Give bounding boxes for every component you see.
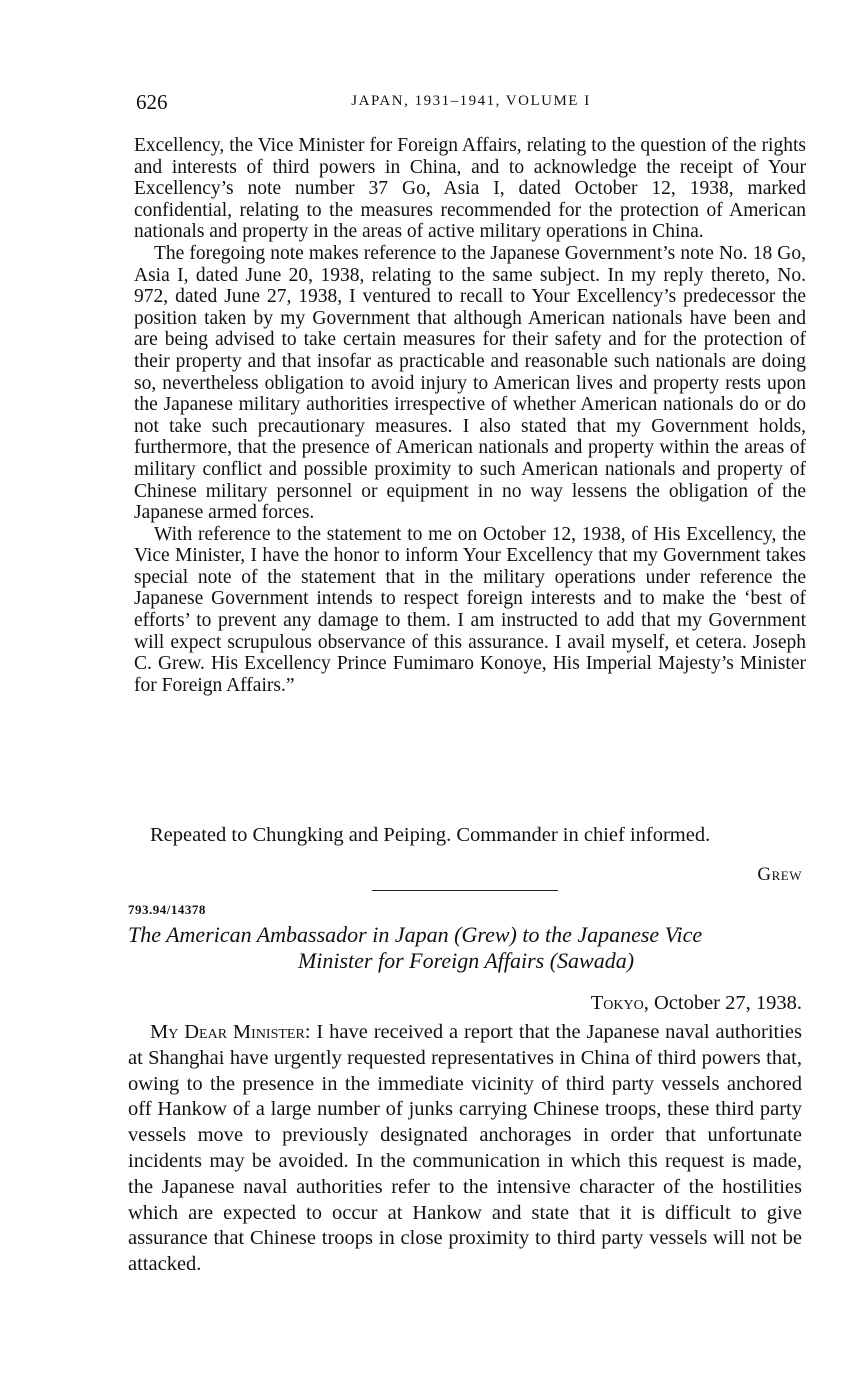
letter-paragraph-3: With reference to the statement to me on October 12, 1938, of His Excellency, the Vice Minister, I have the honor to inform Your Excellency that my Government takes special note of the statement that in the military operations under reference the Japanese Government intends to respect foreign interests and to make the ‘best of efforts’ to prevent any damage to them. I am instructed to add that my Government will expect scrupulous observance of this assurance. I avail myself, et cetera. Joseph C. Grew. His Excellency Prince Fumimaro Konoye, His Imperial Majesty’s Minister for Foreign Affairs.” xyxy=(134,523,806,696)
letter-paragraph-2: The foregoing note makes reference to the Japanese Government’s note No. 18 Go, Asia I, dated June 20, 1938, relating to the same subject. In my reply thereto, No. 972, dated June 27, 1938, I ventured to recall to Your Excellency’s predecessor the position taken by my Government that although American nationals have been and are being advised to take certain measures for their safety and for the protection of their property and that insofar as practicable and reasonable such nationals are doing so, nevertheless obligation to avoid injury to American lives and property rests upon the Japanese military authorities irrespective of whether American nationals do or do not take such precautionary measures. I also stated that my Government holds, furthermore, that the presence of American nationals and property within the areas of military conflict and possible proximity to such American nationals and property of Chinese military personnel or equipment in no way lessens the obligation of the Japanese armed forces. xyxy=(134,242,806,524)
body-text: I have received a report that the Japanese naval authorities at Shanghai have urgently requested representatives in China of third powers that, owing to the presence in the immediate vicinity of third party vessels anchored off Hankow of a large number of junks carrying Chinese troops, these third party vessels move to previously designated anchorages in order that unfortunate incidents may be avoided. In the communication in which this request is made, the Japanese naval authorities refer to the intensive character of the hostilities which are expected to occur at Hankow and state that it is difficult to give assurance that Chinese troops in close proximity to third party vessels will not be attacked. xyxy=(128,1021,803,1276)
dateline-date: October 27, 1938. xyxy=(653,992,802,1014)
dateline xyxy=(591,992,802,1015)
document-title-line-2: Minister for Foreign Affairs (Sawada) xyxy=(297,948,635,973)
letter-paragraph-1: Excellency, the Vice Minister for Foreign Affairs, relating to the question of the rights and interests of third powers in China, and to acknowledge the receipt of Your Excellency’s note number 37 Go, Asia I, dated October 12, 1938, marked confidential, relating to the measures recommended for the protection of American nationals and property in the areas of active military operations in China. xyxy=(134,135,806,243)
repeated-note xyxy=(128,822,802,848)
running-head xyxy=(136,90,806,116)
repeated-text: Repeated to Chungking and Peiping. Commander in chief informed. xyxy=(150,824,711,846)
quoted-letter xyxy=(134,135,806,696)
document-title xyxy=(128,922,804,974)
running-title: JAPAN, 1931–1941, VOLUME I xyxy=(351,93,591,109)
signature: Grew xyxy=(757,864,802,885)
section-divider xyxy=(372,890,558,891)
page-number: 626 xyxy=(136,90,168,114)
body-paragraph xyxy=(128,1020,802,1278)
letter-body xyxy=(128,1020,802,1278)
file-number: 793.94/14378 xyxy=(128,902,206,917)
salutation: My Dear Minister: xyxy=(150,1021,311,1043)
dateline-place: Tokyo, xyxy=(590,992,649,1014)
document-title-line-1: The American Ambassador in Japan (Grew) to the Japanese Vice xyxy=(128,922,703,947)
